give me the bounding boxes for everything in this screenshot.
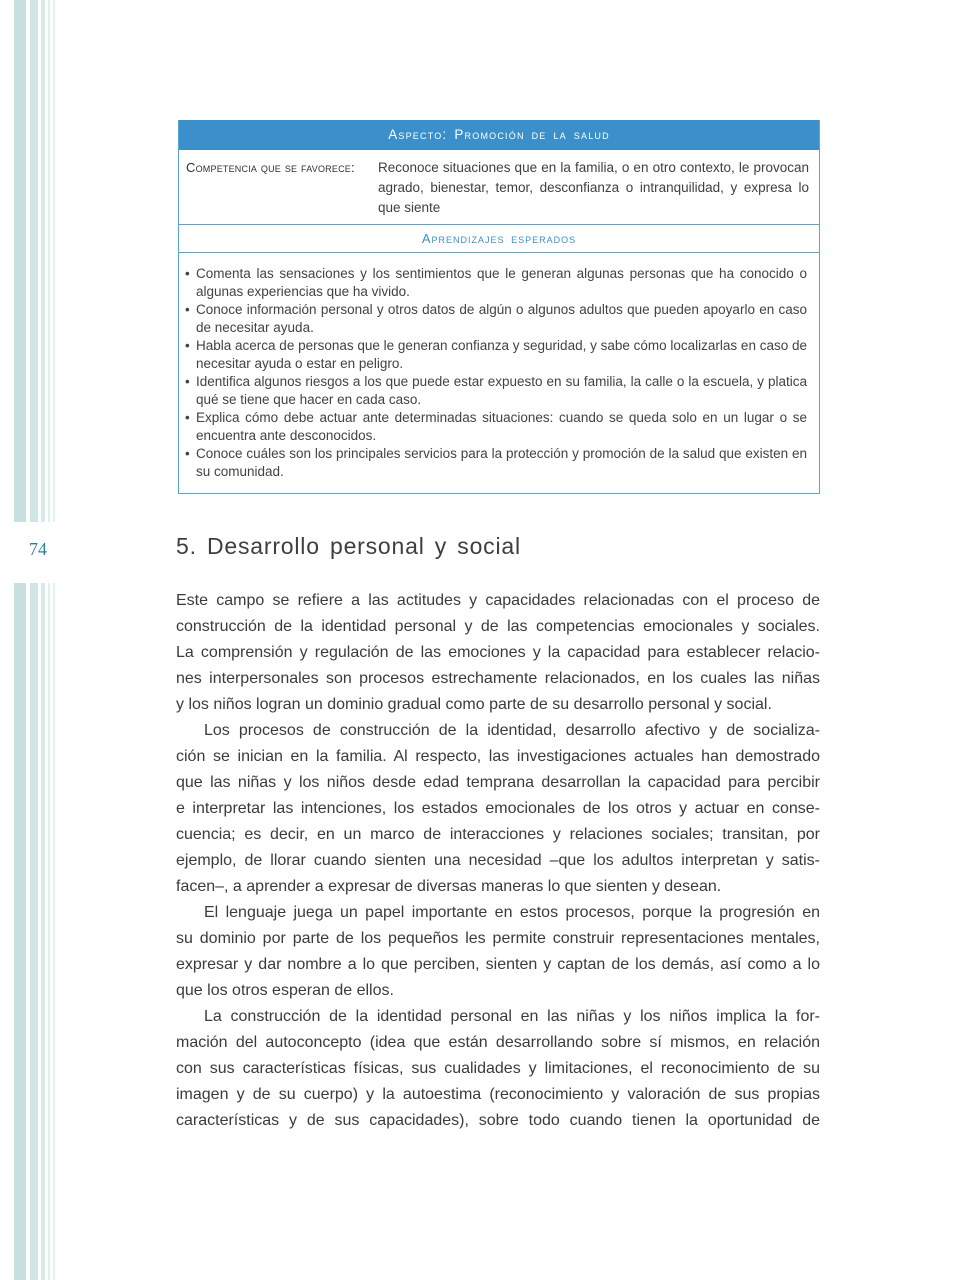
- section-heading: 5. Desarrollo personal y social: [176, 533, 521, 559]
- body-line: y los niños logran un dominio gradual como parte de su desarrollo personal y social.: [176, 696, 772, 713]
- stripe-band: [30, 0, 38, 522]
- body-line: La construcción de la identidad personal en las niñas y los niños implica la for-: [204, 1008, 820, 1025]
- stripe-band: [14, 583, 26, 1280]
- page-number: 74: [29, 539, 47, 559]
- body-text: [176, 588, 820, 1134]
- bullet-item: • Comenta las sensaciones y los sentimientos que le generan algunas personas que ha conocido o algunas experiencias que ha vivido.: [185, 265, 807, 301]
- aprendizajes-list: [185, 265, 807, 481]
- body-line: construcción de la identidad personal y de las competencias emocionales y sociales.: [176, 618, 820, 635]
- left-margin-stripes-top: [0, 0, 60, 522]
- competencia-text: Reconoce situaciones que en la familia, o en otro contexto, le provocan agrado, bienestar, temor, desconfianza o intranquilidad, y expresa lo que siente: [378, 160, 809, 215]
- body-line: que las niñas y los niños desde edad temprana desarrollan la capacidad para percibir: [176, 774, 820, 791]
- body-line: El lenguaje juega un papel importante en estos procesos, porque la progresión en: [204, 904, 820, 921]
- aspecto-table-header: Aspecto: Promoción de la salud: [179, 120, 819, 150]
- competencia-row: [179, 150, 819, 224]
- body-line: Los procesos de construcción de la identidad, desarrollo afectivo y de socializa-: [204, 722, 820, 739]
- stripe-band: [41, 583, 45, 1280]
- body-line: con sus características físicas, sus cualidades y limitaciones, el reconocimiento de su: [176, 1060, 820, 1077]
- body-line: nes interpersonales son procesos estrechamente relacionados, en los cuales las niñas: [176, 670, 820, 687]
- bullet-item: • Explica cómo debe actuar ante determinadas situaciones: cuando se queda solo en un lugar o se encuentra ante desconocidos.: [185, 409, 807, 445]
- body-line: ejemplo, de llorar cuando sienten una necesidad –que los adultos interpretan y satis-: [176, 852, 820, 869]
- stripe-band: [53, 0, 55, 522]
- stripe-band: [48, 0, 50, 522]
- body-line: Este campo se refiere a las actitudes y capacidades relacionadas con el proceso de: [176, 592, 820, 609]
- body-line: e interpretar las intenciones, los estados emocionales de los otros y actuar en conse-: [176, 800, 820, 817]
- bullet-item: • Identifica algunos riesgos a los que puede estar expuesto en su familia, la calle o la escuela, y platica qué se tiene que hacer en cada caso.: [185, 373, 807, 409]
- competencia-label: Competencia que se favorece:: [186, 160, 355, 175]
- stripe-band: [48, 583, 50, 1280]
- stripe-band: [41, 0, 45, 522]
- stripe-band: [14, 0, 26, 522]
- aprendizajes-section: [179, 252, 819, 493]
- body-line: que los otros esperan de ellos.: [176, 982, 394, 999]
- body-line: características y de sus capacidades), sobre todo cuando tienen la oportunidad de: [176, 1112, 820, 1129]
- bullet-item: • Habla acerca de personas que le generan confianza y seguridad, y sabe cómo localizarlas en caso de necesitar ayuda o estar en peligro.: [185, 337, 807, 373]
- bullet-item: • Conoce cuáles son los principales servicios para la protección y promoción de la salud que existen en su comunidad.: [185, 445, 807, 481]
- aspecto-table: [178, 120, 820, 494]
- stripe-band: [30, 583, 38, 1280]
- bullet-item: • Conoce información personal y otros datos de algún o algunos adultos que pueden apoyarlo en caso de necesitar ayuda.: [185, 301, 807, 337]
- body-line: su dominio por parte de los pequeños les permite construir representaciones mentales,: [176, 930, 820, 947]
- body-line: La comprensión y regulación de las emociones y la capacidad para establecer relacio-: [176, 644, 820, 661]
- left-margin-stripes-bottom: [0, 583, 60, 1280]
- body-line: imagen y de su cuerpo) y la autoestima (reconocimiento y valoración de sus propias: [176, 1086, 820, 1103]
- body-line: ción se inician en la familia. Al respecto, las investigaciones actuales han demostrado: [176, 748, 820, 765]
- body-line: mación del autoconcepto (idea que están desarrollando sobre sí mismos, en relación: [176, 1034, 820, 1051]
- aprendizajes-header: Aprendizajes esperados: [179, 224, 819, 252]
- stripe-band: [53, 583, 55, 1280]
- body-line: expresar y dar nombre a lo que perciben, sienten y captan de los demás, así como a lo: [176, 956, 820, 973]
- body-line: facen–, a aprender a expresar de diversas maneras lo que sienten y desean.: [176, 878, 722, 895]
- body-line: cuencia; es decir, en un marco de interacciones y relaciones sociales; transitan, por: [176, 826, 820, 843]
